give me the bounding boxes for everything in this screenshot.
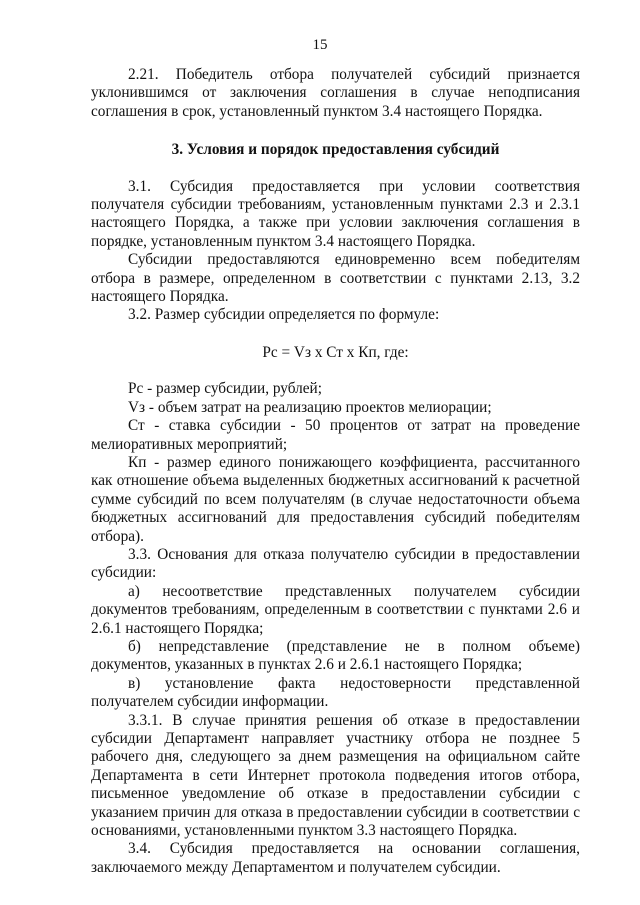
list-item-b: б) непредставление (представление не в полном объеме) документов, указанных в пунктах 2.6 и 2.6.1 настоящего Порядка; [91,637,580,674]
document-body [91,66,580,877]
paragraph-3-2: 3.2. Размер субсидии определяется по формуле: [128,306,440,324]
section-heading: 3. Условия и порядок предоставления субсидий [171,141,500,159]
paragraph-subsidies-once: Субсидии предоставляются единовременно всем победителям отбора в размере, определенном в соответствии с пунктами 2.13, 3.2 настоящего Порядка. [91,251,580,306]
definition-rs: Рс - размер субсидии, рублей; [128,380,322,398]
paragraph-3-3: 3.3. Основания для отказа получателю субсидии в предоставлении субсидии: [91,545,580,582]
paragraph-3-1: 3.1. Субсидия предоставляется при условии соответствия получателя субсидии требованиям, установленным пунктами 2.3 и 2.3.1 настоящего Порядка, а также при условии заключения соглашения в порядке, установленным пунктом 3.4 настоящего Порядка. [91,177,580,250]
list-item-a: а) несоответствие представленных получателем субсидии документов требованиям, определенным в соответствии с пунктами 2.6 и 2.6.1 настоящего Порядка; [91,582,580,637]
page-number: 15 [312,37,328,53]
definition-vz: Vз - объем затрат на реализацию проектов мелиорации; [128,398,492,416]
paragraph-2-21: 2.21. Победитель отбора получателей субсидий признается уклонившимся от заключения соглашения в случае неподписания соглашения в срок, установленный пунктом 3.4 настоящего Порядка. [91,66,580,120]
subsidy-formula: Рс = Vз х Ст х Кп, где: [262,343,409,361]
list-item-v: в) установление факта недостоверности представленной получателем субсидии информации. [91,674,580,711]
definition-kp: Кп - размер единого понижающего коэффициента, рассчитанного как отношение объема выделенных бюджетных ассигнований к расчетной сумме субсидий по всем получателям (в случае недостаточности объема бюджетных ассигнований для предоставления субсидий победителям отбора). [91,453,580,545]
paragraph-3-4: 3.4. Субсидия предоставляется на основании соглашения, заключаемого между Департаментом и получателем субсидии. [91,840,580,876]
definition-st: Ст - ставка субсидии - 50 процентов от затрат на проведение мелиоративных мероприятий; [91,417,580,453]
paragraph-3-3-1: 3.3.1. В случае принятия решения об отказе в предоставлении субсидии Департамент направляет участнику отбора не позднее 5 рабочего дня, следующего за днем размещения на официальном сайте Департамента в сети Интернет протокола подведения итогов отбора, письменное уведомление об отказе в предоставлении субсидии с указанием причин для отказа в предоставлении субсидии в соответствии с основаниями, установленными пунктом 3.3 настоящего Порядка. [91,711,580,840]
